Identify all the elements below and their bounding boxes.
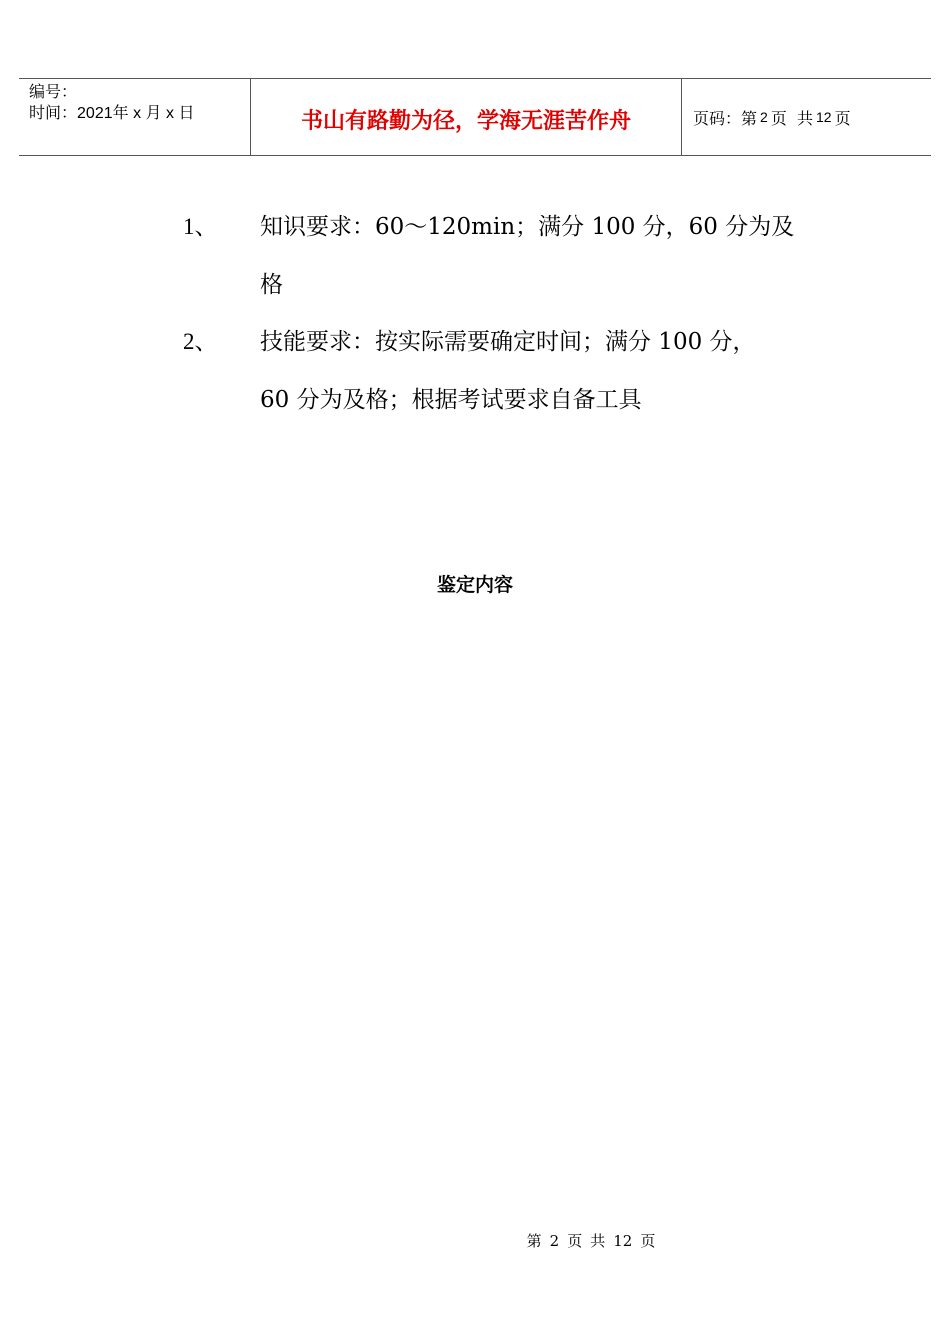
footer-total-label: 共: [590, 1232, 606, 1250]
page-current: 2: [760, 109, 768, 125]
time-year-unit: 年: [112, 105, 129, 122]
page-label: 页码：第: [693, 108, 758, 128]
header-motto: 书山有路勤为径，学海无涯苦作舟: [251, 79, 682, 155]
time-year: 2021: [77, 105, 113, 122]
time-day-unit: 日: [178, 105, 195, 122]
requirement-text-line: 格: [260, 272, 283, 298]
footer-suffix: 页: [640, 1232, 656, 1250]
page-footer: [0, 1230, 950, 1251]
page-total-label: 共: [797, 108, 814, 128]
footer-prefix: 第: [526, 1232, 542, 1250]
requirement-number: 1、: [183, 214, 218, 239]
requirement-text-line: 技能要求：按实际需要确定时间；满分 100 分，: [260, 329, 756, 355]
footer-total-pages: 12: [613, 1232, 633, 1250]
page-unit: 页: [770, 108, 787, 128]
time-label: 时间：: [29, 105, 78, 122]
requirement-text-line: 知识要求：60～120min；满分 100 分，60 分为及: [260, 214, 795, 240]
page-total: 12: [816, 109, 832, 125]
time-month-unit: 月: [145, 105, 162, 122]
time-day: x: [166, 105, 174, 122]
requirement-text-line: 60 分为及格；根据考试要求自备工具: [260, 387, 642, 413]
page-header: [19, 78, 931, 156]
footer-current-page: 2: [549, 1232, 560, 1250]
header-page-number: [682, 79, 931, 155]
header-meta: [19, 79, 251, 155]
date-line: [29, 103, 250, 124]
footer-page-unit: 页: [567, 1232, 583, 1250]
time-month: x: [133, 105, 142, 122]
serial-number-label: 编号：: [29, 84, 78, 101]
section-title: 鉴定内容: [436, 574, 513, 596]
requirement-number: 2、: [183, 329, 218, 354]
page-total-unit: 页: [834, 108, 851, 128]
